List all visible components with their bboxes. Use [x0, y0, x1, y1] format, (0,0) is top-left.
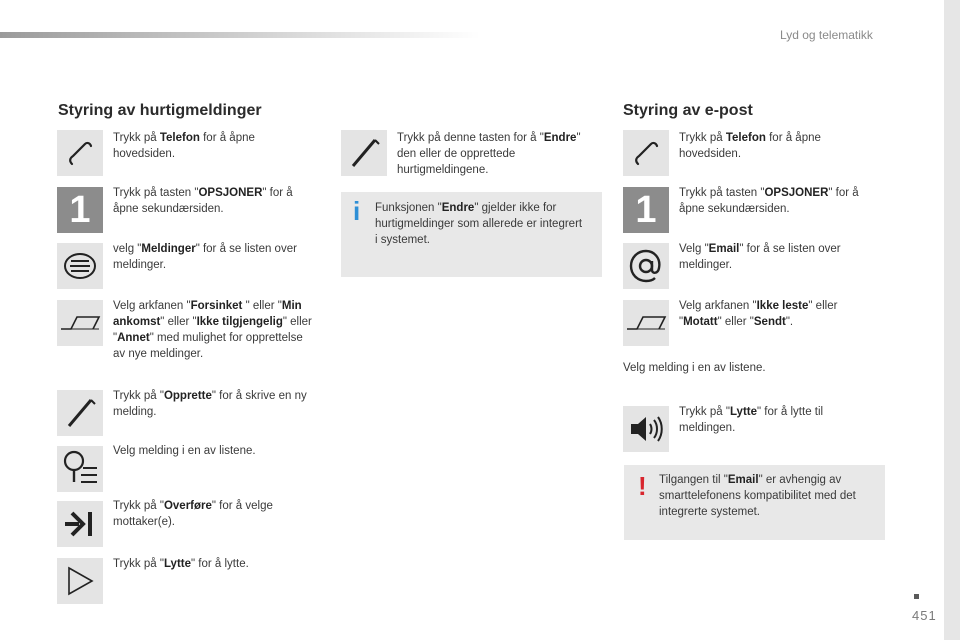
- step-icon-box: [623, 187, 669, 233]
- step-icon-box: [57, 446, 103, 492]
- warning-icon: !: [638, 471, 647, 501]
- at-sign-icon: [623, 243, 669, 289]
- number-one-badge: 1: [635, 189, 657, 231]
- right-step-2-text: Trykk på tasten "OPSJONER" for å åpne sekundærsiden.: [679, 187, 859, 215]
- info-note-text: Funksjonen "Endre" gjelder ikke for hurtigmeldinger som allerede er integrert i systemet.: [375, 202, 583, 246]
- step-icon-box: [623, 243, 669, 289]
- info-icon: i: [353, 196, 361, 226]
- step-icon-box: [623, 406, 669, 452]
- number-one-badge: 1: [69, 189, 91, 231]
- page-marker: [914, 594, 919, 599]
- left-step-7-text: Trykk på "Overføre" for å velge mottaker(e).: [113, 500, 273, 528]
- warning-note-text: Tilgangen til "Email" er avhengig av smarttelefonens kompatibilitet med det integrerte systemet.: [659, 474, 856, 518]
- play-icon: [57, 558, 103, 604]
- section-title: Lyd og telematikk: [780, 28, 873, 42]
- left-step-3-text: velg "Meldinger" for å se listen over meldinger.: [113, 243, 297, 271]
- left-heading: Styring av hurtigmeldinger: [58, 102, 262, 119]
- right-step-3-text: Velg "Email" for å se listen over meldinger.: [679, 243, 841, 271]
- step-icon-box: [341, 130, 387, 176]
- step-icon-box: [623, 300, 669, 346]
- step-icon-box: [57, 187, 103, 233]
- pencil-icon: [341, 130, 387, 176]
- right-listen-text: Trykk på "Lytte" for å lytte til meldingen.: [679, 406, 824, 434]
- left-step-1-text: Trykk på Telefon for å åpne hovedsiden.: [113, 132, 255, 160]
- speaker-icon: [623, 406, 669, 452]
- tab-icon: [623, 300, 669, 346]
- search-list-icon: [57, 446, 103, 492]
- warning-note: [624, 465, 885, 540]
- header-gradient-bar: [0, 32, 480, 38]
- right-step-1-text: Trykk på Telefon for å åpne hovedsiden.: [679, 132, 821, 160]
- step-icon-box: [57, 390, 103, 436]
- left-step-2-text: Trykk på tasten "OPSJONER" for å åpne sekundærsiden.: [113, 187, 293, 215]
- right-plain-text: Velg melding i en av listene.: [623, 362, 766, 374]
- tab-icon: [57, 300, 103, 346]
- forward-icon: [57, 501, 103, 547]
- left-step-8-text: Trykk på "Lytte" for å lytte.: [113, 558, 249, 570]
- info-note: [341, 192, 602, 277]
- phone-icon: [57, 130, 103, 176]
- left-step-4-text: Velg arkfanen "Forsinket " eller "Min ankomst" eller "Ikke tilgjengelig" eller "Annet" med mulighet for opprettelse av nye meldinger.: [113, 300, 312, 360]
- page-number: 451: [912, 608, 937, 623]
- step-icon-box: [57, 300, 103, 346]
- pencil-icon: [57, 390, 103, 436]
- left-step-6-text: Velg melding i en av listene.: [113, 445, 256, 457]
- step-icon-box: [57, 558, 103, 604]
- right-step-4-text: Velg arkfanen "Ikke leste" eller "Motatt" eller "Sendt".: [679, 300, 838, 328]
- phone-icon: [623, 130, 669, 176]
- step-icon-box: [57, 130, 103, 176]
- right-heading: Styring av e-post: [623, 102, 753, 119]
- left-step-5-text: Trykk på "Opprette" for å skrive en ny melding.: [113, 390, 307, 418]
- middle-step-text: Trykk på denne tasten for å "Endre" den eller de opprettede hurtigmeldingene.: [397, 132, 581, 176]
- step-icon-box: [57, 501, 103, 547]
- step-icon-box: [623, 130, 669, 176]
- page-edge-strip: [944, 0, 960, 640]
- message-list-icon: [57, 243, 103, 289]
- step-icon-box: [57, 243, 103, 289]
